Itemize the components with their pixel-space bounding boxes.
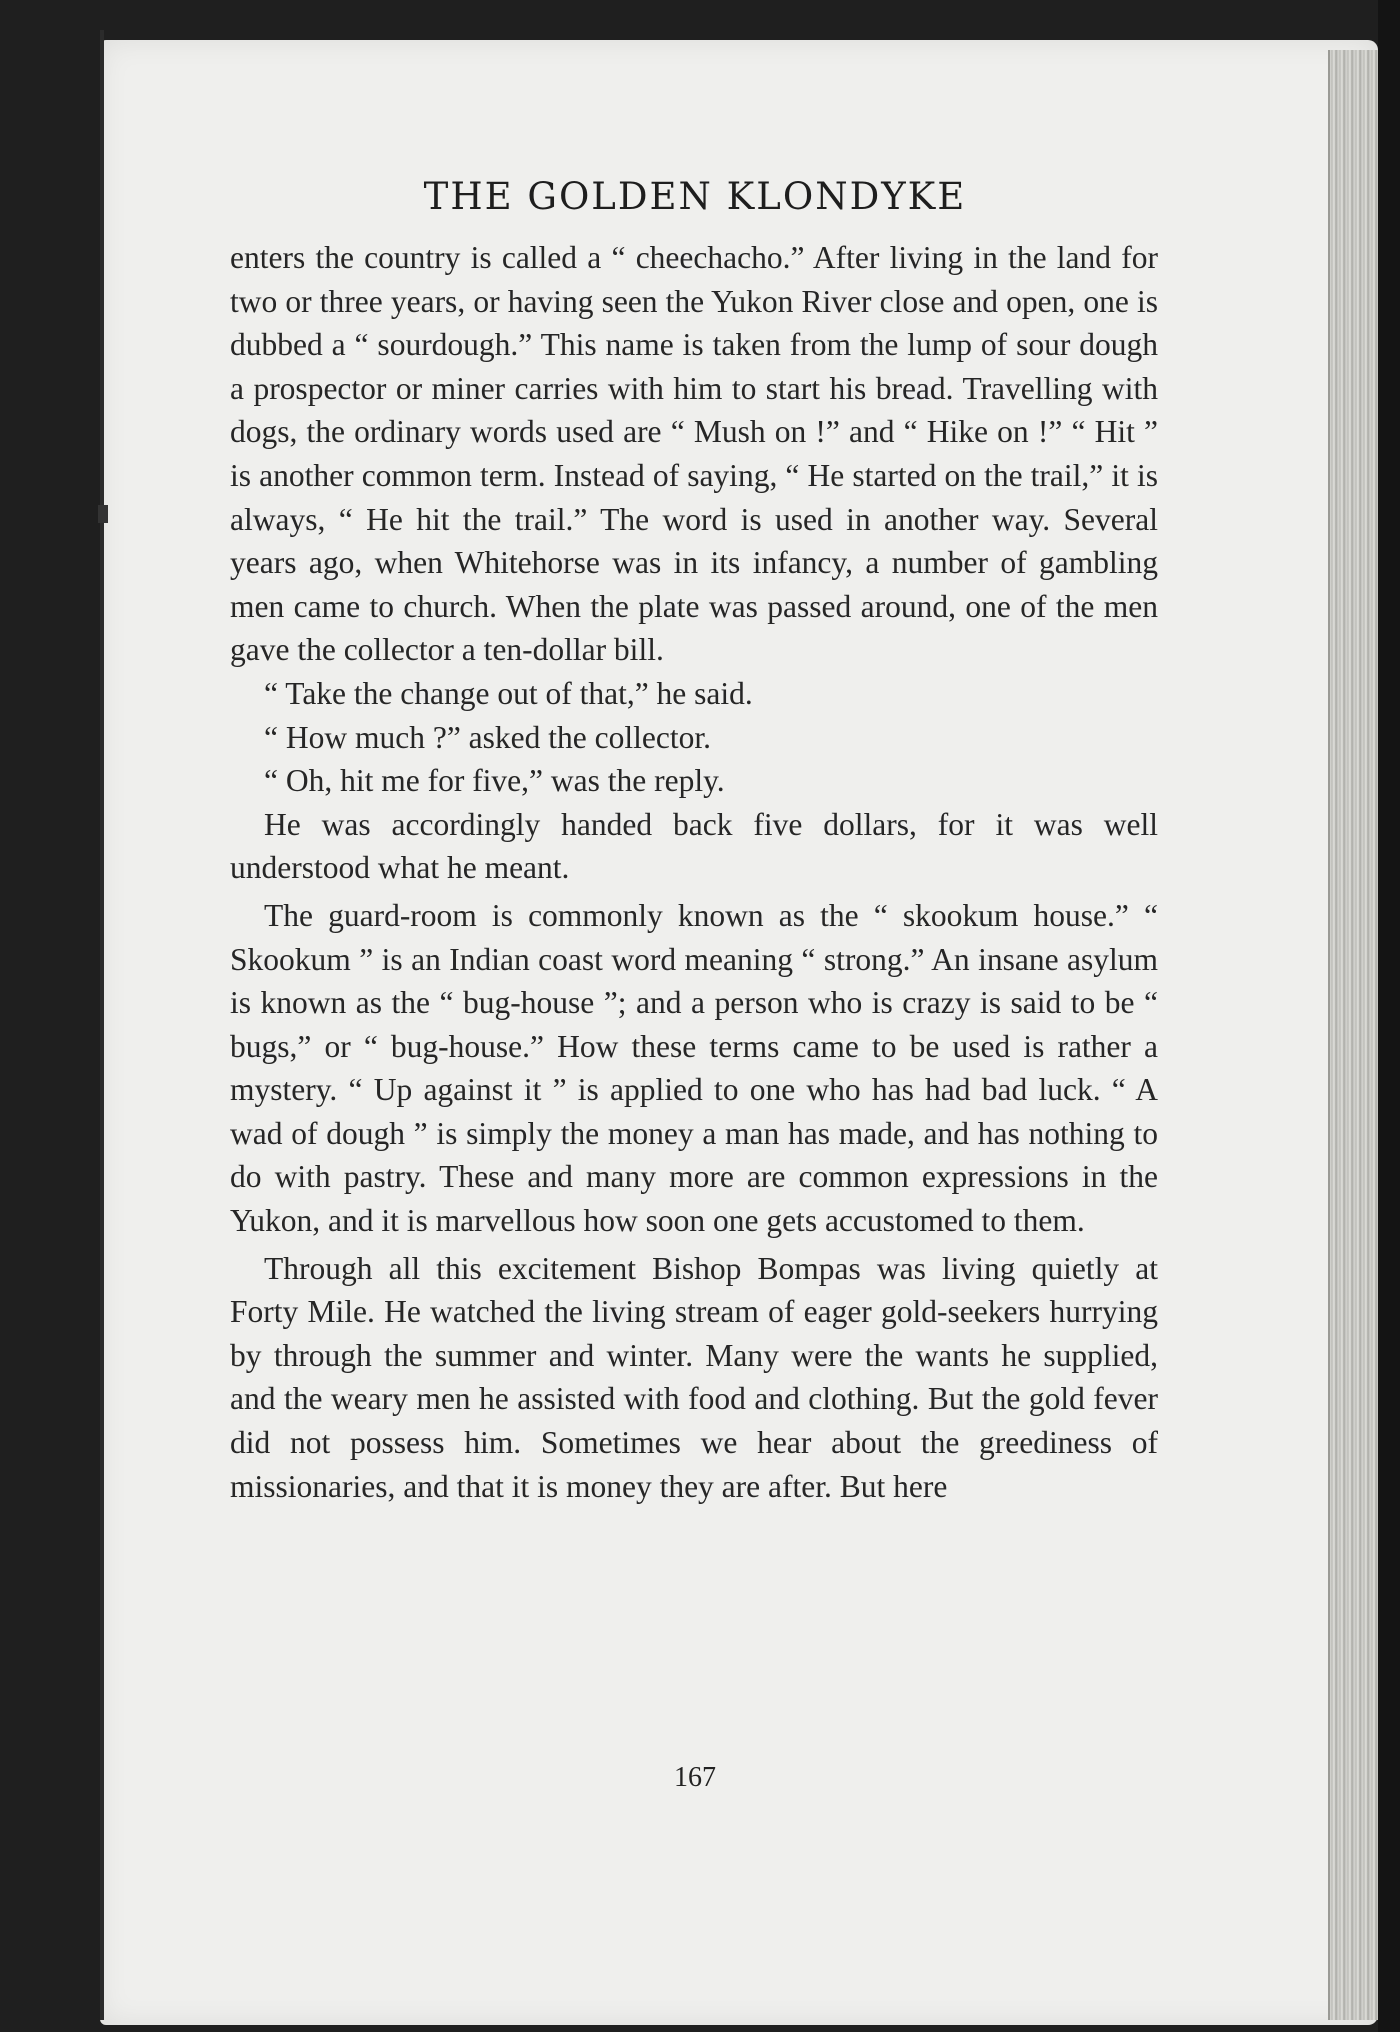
paragraph-1: enters the country is called a “ cheechacho.” After living in the land for two or three years, or having seen the Yukon River close and open, one is dubbed a “ sourdough.” This name is taken from the lump of sour dough a prospector or miner carries with him to start his bread. Travelling with dogs, the ordinary words used are “ Mush on !” and “ Hike on !” “ Hit ” is another common term. Instead of saying, “ He started on the trail,” it is always, “ He hit the trail.” The word is used in another way. Several years ago, when Whitehorse was in its infancy, a number of gambling men came to church. When the plate was passed around, one of the men gave the collector a ten-dollar bill. xyxy=(230,240,1158,668)
running-head: THE GOLDEN KLONDYKE xyxy=(423,175,967,218)
paragraph-4: “ Oh, hit me for five,” was the reply. xyxy=(264,763,725,799)
page-gutter xyxy=(100,30,104,2020)
page-number: 167 xyxy=(674,1762,716,1793)
scan-border xyxy=(1378,0,1400,2032)
paragraph-7: Through all this excitement Bishop Bompas was living quietly at Forty Mile. He watched the living stream of eager gold-seekers hurrying by through the summer and winter. Many were the wants he supplied, and the weary men he assisted with food and clothing. But the gold fever did not possess him. Sometimes we hear about the greediness of missionaries, and that it is money they are after. But here xyxy=(230,1250,1158,1504)
paragraph-2: “ Take the change out of that,” he said. xyxy=(264,675,753,711)
paragraph-5: He was accordingly handed back five dollars, for it was well understood what he meant. xyxy=(230,806,1158,886)
paragraph-3: “ How much ?” asked the collector. xyxy=(264,719,711,755)
paragraph-6: The guard-room is commonly known as the “ skookum house.” “ Skookum ” is an Indian coast word meaning “ strong.” An insane asylum is known as the “ bug-house ”; and a person who is crazy is said to be “ bugs,” or “ bug-house.” How these terms came to be used is rather a mystery. “ Up against it ” is applied to one who has had bad luck. “ A wad of dough ” is simply the money a man has made, and has nothing to do with pastry. These and many more are common expressions in the Yukon, and it is marvellous how soon one gets accustomed to them. xyxy=(230,897,1158,1239)
gutter-mark xyxy=(98,505,108,523)
page-edges xyxy=(1328,50,1378,2020)
body-text xyxy=(230,236,1158,1508)
